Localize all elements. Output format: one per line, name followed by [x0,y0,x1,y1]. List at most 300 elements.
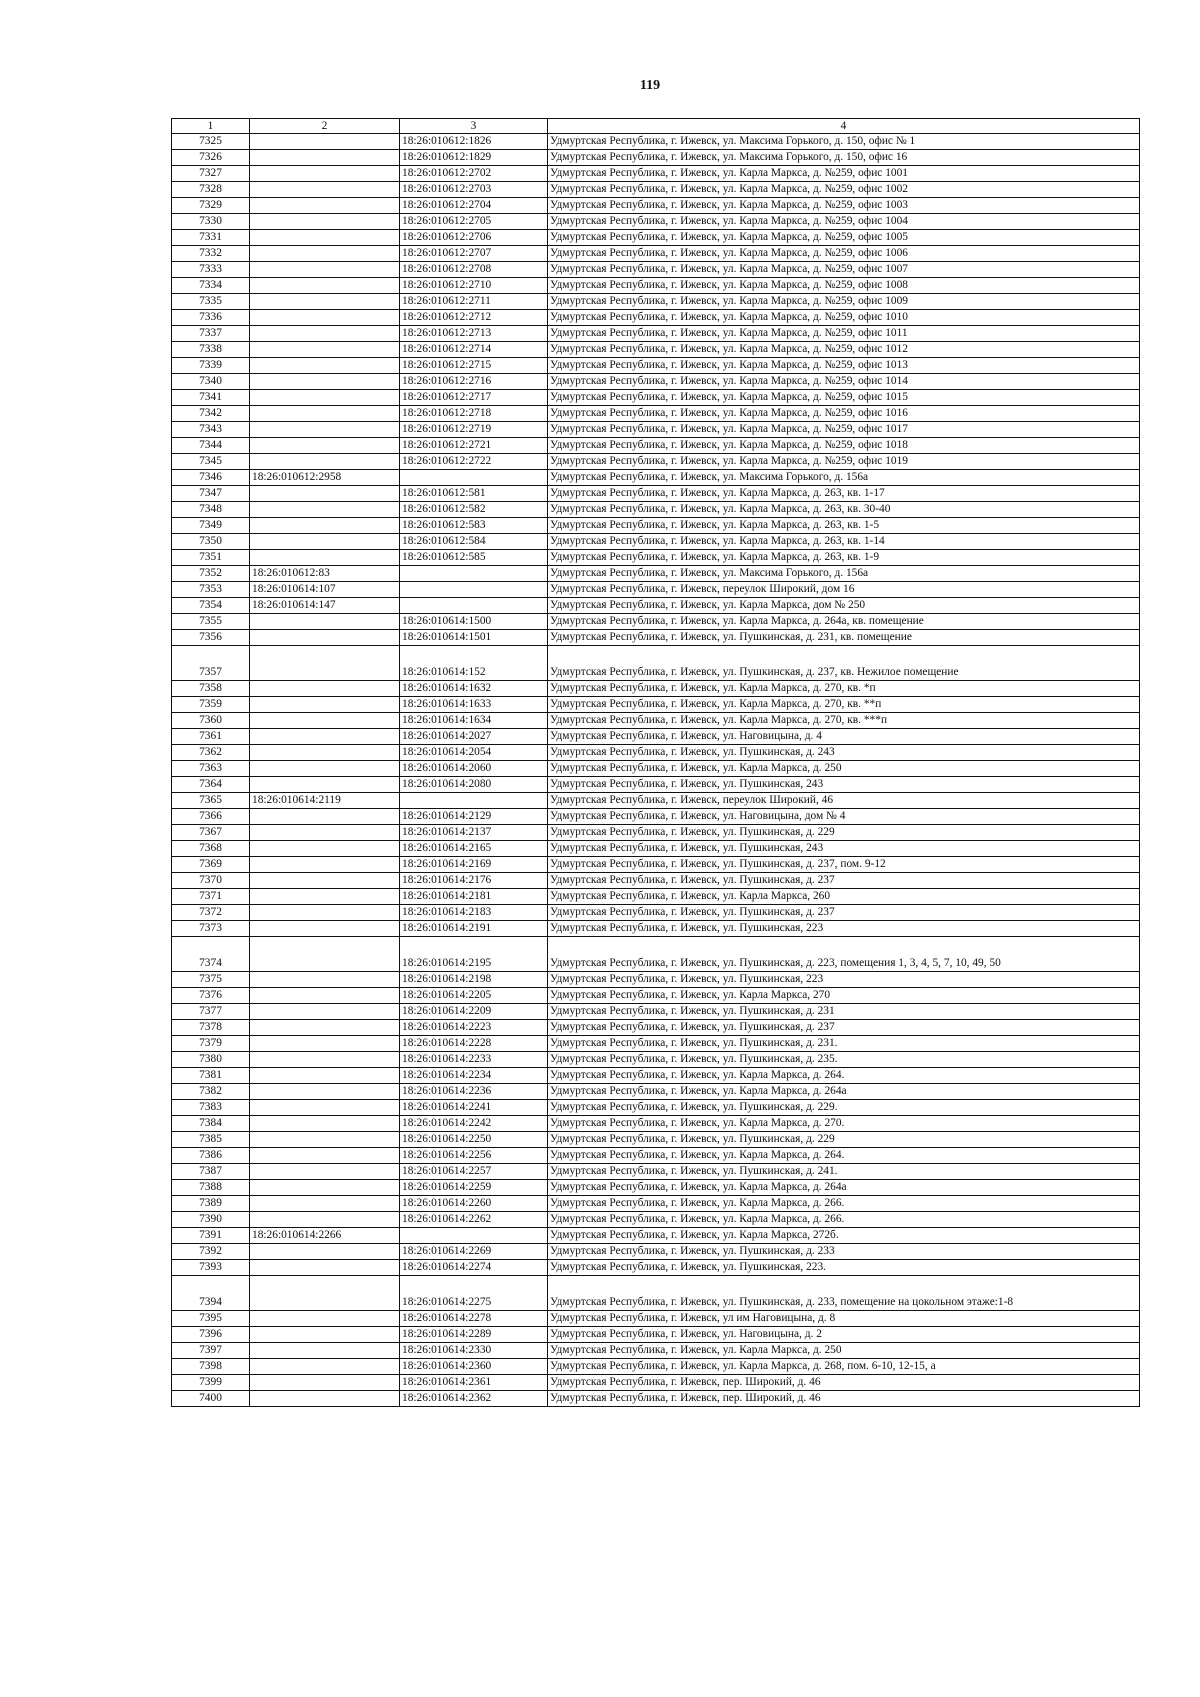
table-row [172,310,1140,326]
address-cell: Удмуртская Республика, г. Ижевск, ул. Максима Горького, д. 156а [548,470,1140,486]
parcel-number-cell [250,1343,400,1359]
address-cell: Удмуртская Республика, г. Ижевск, ул. Карла Маркса, д. №259, офис 1002 [548,182,1140,198]
row-number-cell: 7344 [172,438,250,454]
row-number-cell: 7376 [172,988,250,1004]
address-cell: Удмуртская Республика, г. Ижевск, ул. Пушкинская, 223. [548,1260,1140,1276]
cadastral-number-cell: 18:26:010614:2361 [400,1375,548,1391]
row-number-cell: 7382 [172,1084,250,1100]
table-row [172,1212,1140,1228]
cadastral-number-cell: 18:26:010614:2289 [400,1327,548,1343]
address-cell: Удмуртская Республика, г. Ижевск, ул. Пушкинская, д. 237 [548,905,1140,921]
parcel-number-cell [250,1391,400,1407]
table-row [172,761,1140,777]
parcel-number-cell [250,905,400,921]
cadastral-number-cell: 18:26:010612:2712 [400,310,548,326]
address-cell: Удмуртская Республика, г. Ижевск, ул. Пушкинская, д. 233, помещение на цокольном этаже:1-8 [548,1276,1140,1311]
parcel-number-cell [250,630,400,646]
cadastral-number-cell: 18:26:010612:583 [400,518,548,534]
table-row [172,294,1140,310]
parcel-number-cell [250,713,400,729]
address-cell: Удмуртская Республика, г. Ижевск, ул. Карла Маркса, д. 250 [548,1343,1140,1359]
row-number-cell: 7359 [172,697,250,713]
address-cell: Удмуртская Республика, г. Ижевск, ул. Карла Маркса, д. №259, офис 1001 [548,166,1140,182]
table-row [172,262,1140,278]
parcel-number-cell [250,438,400,454]
row-number-cell: 7368 [172,841,250,857]
table-row [172,1164,1140,1180]
address-cell: Удмуртская Республика, г. Ижевск, ул. Карла Маркса, д. №259, офис 1010 [548,310,1140,326]
parcel-number-cell [250,1359,400,1375]
address-cell: Удмуртская Республика, г. Ижевск, ул. Пушкинская, д. 231, кв. помещение [548,630,1140,646]
table-row [172,1196,1140,1212]
parcel-number-cell [250,294,400,310]
parcel-number-cell [250,1164,400,1180]
parcel-number-cell [250,166,400,182]
row-number-cell: 7331 [172,230,250,246]
address-cell: Удмуртская Республика, г. Ижевск, ул. Карла Маркса, д. №259, офис 1005 [548,230,1140,246]
cadastral-number-cell: 18:26:010614:2165 [400,841,548,857]
address-cell: Удмуртская Республика, г. Ижевск, ул. Пушкинская, д. 229 [548,1132,1140,1148]
address-cell: Удмуртская Республика, г. Ижевск, ул. Пушкинская, д. 229 [548,825,1140,841]
address-cell: Удмуртская Республика, г. Ижевск, ул. Пушкинская, д. 229. [548,1100,1140,1116]
cadastral-number-cell: 18:26:010614:2262 [400,1212,548,1228]
row-number-cell: 7387 [172,1164,250,1180]
table-row [172,278,1140,294]
cadastral-number-cell: 18:26:010614:2181 [400,889,548,905]
cadastral-number-cell: 18:26:010612:584 [400,534,548,550]
table-row [172,1132,1140,1148]
parcel-number-cell [250,614,400,630]
row-number-cell: 7360 [172,713,250,729]
parcel-number-cell [250,1260,400,1276]
row-number-cell: 7390 [172,1212,250,1228]
address-cell: Удмуртская Республика, г. Ижевск, ул. Карла Маркса, 272б. [548,1228,1140,1244]
table-row [172,729,1140,745]
row-number-cell: 7388 [172,1180,250,1196]
row-number-cell: 7337 [172,326,250,342]
cadastral-number-cell: 18:26:010614:2054 [400,745,548,761]
table-row [172,825,1140,841]
registry-table [171,118,1140,1407]
row-number-cell: 7357 [172,646,250,681]
parcel-number-cell [250,454,400,470]
table-row [172,246,1140,262]
parcel-number-cell [250,550,400,566]
table-row [172,342,1140,358]
table-row [172,1180,1140,1196]
cadastral-number-cell: 18:26:010614:2129 [400,809,548,825]
address-cell: Удмуртская Республика, г. Ижевск, ул. Карла Маркса, д. №259, офис 1004 [548,214,1140,230]
row-number-cell: 7392 [172,1244,250,1260]
cadastral-number-cell: 18:26:010614:2233 [400,1052,548,1068]
parcel-number-cell [250,873,400,889]
table-row [172,1084,1140,1100]
address-cell: Удмуртская Республика, г. Ижевск, ул. Карла Маркса, д. №259, офис 1018 [548,438,1140,454]
row-number-cell: 7386 [172,1148,250,1164]
cadastral-number-cell: 18:26:010612:1829 [400,150,548,166]
row-number-cell: 7365 [172,793,250,809]
parcel-number-cell [250,1327,400,1343]
parcel-number-cell [250,230,400,246]
cadastral-number-cell: 18:26:010612:1826 [400,134,548,150]
cadastral-number-cell [400,793,548,809]
cadastral-number-cell [400,470,548,486]
cadastral-number-cell [400,1228,548,1244]
parcel-number-cell: 18:26:010614:107 [250,582,400,598]
table-row [172,1052,1140,1068]
address-cell: Удмуртская Республика, г. Ижевск, ул. Карла Маркса, д. 270, кв. *п [548,681,1140,697]
address-cell: Удмуртская Республика, г. Ижевск, ул. Карла Маркса, д. №259, офис 1012 [548,342,1140,358]
row-number-cell: 7389 [172,1196,250,1212]
address-cell: Удмуртская Республика, г. Ижевск, ул. Максима Горького, д. 156а [548,566,1140,582]
parcel-number-cell [250,1244,400,1260]
cadastral-number-cell [400,598,548,614]
address-cell: Удмуртская Республика, г. Ижевск, ул. Карла Маркса, д. 270, кв. **п [548,697,1140,713]
address-cell: Удмуртская Республика, г. Ижевск, ул. Карла Маркса, д. №259, офис 1006 [548,246,1140,262]
cadastral-number-cell: 18:26:010612:2722 [400,454,548,470]
row-number-cell: 7349 [172,518,250,534]
cadastral-number-cell: 18:26:010612:2721 [400,438,548,454]
parcel-number-cell [250,374,400,390]
cadastral-number-cell: 18:26:010612:2708 [400,262,548,278]
address-cell: Удмуртская Республика, г. Ижевск, ул. Максима Горького, д. 150, офис 16 [548,150,1140,166]
parcel-number-cell [250,1100,400,1116]
cadastral-number-cell: 18:26:010614:2242 [400,1116,548,1132]
column-header: 2 [250,119,400,134]
address-cell: Удмуртская Республика, г. Ижевск, ул. Карла Маркса, д. №259, офис 1019 [548,454,1140,470]
row-number-cell: 7384 [172,1116,250,1132]
address-cell: Удмуртская Республика, г. Ижевск, переулок Широкий, дом 16 [548,582,1140,598]
row-number-cell: 7352 [172,566,250,582]
address-cell: Удмуртская Республика, г. Ижевск, ул. Карла Маркса, д. №259, офис 1007 [548,262,1140,278]
cadastral-number-cell: 18:26:010614:2195 [400,937,548,972]
address-cell: Удмуртская Республика, г. Ижевск, ул. Пушкинская, д. 241. [548,1164,1140,1180]
table-row [172,1004,1140,1020]
row-number-cell: 7396 [172,1327,250,1343]
parcel-number-cell: 18:26:010614:2266 [250,1228,400,1244]
cadastral-number-cell: 18:26:010614:2169 [400,857,548,873]
cadastral-number-cell: 18:26:010612:2704 [400,198,548,214]
row-number-cell: 7329 [172,198,250,214]
cadastral-number-cell: 18:26:010614:2275 [400,1276,548,1311]
row-number-cell: 7379 [172,1036,250,1052]
cadastral-number-cell: 18:26:010614:1500 [400,614,548,630]
table-row [172,214,1140,230]
table-row [172,1260,1140,1276]
table-row [172,1343,1140,1359]
parcel-number-cell [250,745,400,761]
parcel-number-cell [250,809,400,825]
parcel-number-cell [250,1052,400,1068]
address-cell: Удмуртская Республика, г. Ижевск, ул. Карла Маркса, д. 264а [548,1084,1140,1100]
parcel-number-cell: 18:26:010612:2958 [250,470,400,486]
cadastral-number-cell: 18:26:010614:2191 [400,921,548,937]
column-header: 1 [172,119,250,134]
row-number-cell: 7354 [172,598,250,614]
table-row [172,1359,1140,1375]
row-number-cell: 7394 [172,1276,250,1311]
table-row [172,646,1140,681]
parcel-number-cell [250,1004,400,1020]
address-cell: Удмуртская Республика, г. Ижевск, ул. Карла Маркса, д. 268, пом. 6-10, 12-15, а [548,1359,1140,1375]
parcel-number-cell: 18:26:010614:2119 [250,793,400,809]
table-row [172,873,1140,889]
table-row [172,1100,1140,1116]
row-number-cell: 7355 [172,614,250,630]
cadastral-number-cell: 18:26:010614:2223 [400,1020,548,1036]
address-cell: Удмуртская Республика, г. Ижевск, ул. Карла Маркса, д. 263, кв. 30-40 [548,502,1140,518]
table-row [172,921,1140,937]
table-row [172,534,1140,550]
row-number-cell: 7348 [172,502,250,518]
row-number-cell: 7397 [172,1343,250,1359]
cadastral-number-cell: 18:26:010614:2260 [400,1196,548,1212]
parcel-number-cell [250,972,400,988]
table-row [172,390,1140,406]
row-number-cell: 7325 [172,134,250,150]
cadastral-number-cell: 18:26:010612:2710 [400,278,548,294]
table-row [172,713,1140,729]
cadastral-number-cell: 18:26:010614:2259 [400,1180,548,1196]
table-row [172,150,1140,166]
table-row [172,438,1140,454]
parcel-number-cell [250,342,400,358]
address-cell: Удмуртская Республика, г. Ижевск, ул. Карла Маркса, д. №259, офис 1008 [548,278,1140,294]
parcel-number-cell [250,214,400,230]
address-cell: Удмуртская Республика, г. Ижевск, ул. Пушкинская, д. 237, пом. 9-12 [548,857,1140,873]
row-number-cell: 7361 [172,729,250,745]
cadastral-number-cell: 18:26:010612:2714 [400,342,548,358]
table-row [172,630,1140,646]
parcel-number-cell [250,390,400,406]
cadastral-number-cell: 18:26:010612:2718 [400,406,548,422]
table-row [172,745,1140,761]
row-number-cell: 7330 [172,214,250,230]
parcel-number-cell [250,246,400,262]
table-row [172,1228,1140,1244]
address-cell: Удмуртская Республика, г. Ижевск, ул. Карла Маркса, д. 263, кв. 1-17 [548,486,1140,502]
table-row [172,1327,1140,1343]
row-number-cell: 7333 [172,262,250,278]
parcel-number-cell [250,921,400,937]
row-number-cell: 7378 [172,1020,250,1036]
parcel-number-cell [250,1180,400,1196]
table-row [172,905,1140,921]
table-row [172,1391,1140,1407]
cadastral-number-cell: 18:26:010612:582 [400,502,548,518]
table-row [172,857,1140,873]
table-row [172,502,1140,518]
parcel-number-cell: 18:26:010612:83 [250,566,400,582]
table-row [172,1375,1140,1391]
address-cell: Удмуртская Республика, г. Ижевск, ул. Максима Горького, д. 150, офис № 1 [548,134,1140,150]
parcel-number-cell [250,1276,400,1311]
parcel-number-cell [250,502,400,518]
table-row [172,793,1140,809]
parcel-number-cell [250,761,400,777]
column-header: 3 [400,119,548,134]
row-number-cell: 7366 [172,809,250,825]
parcel-number-cell [250,1196,400,1212]
parcel-number-cell [250,406,400,422]
parcel-number-cell [250,1375,400,1391]
table-row [172,486,1140,502]
row-number-cell: 7364 [172,777,250,793]
address-cell: Удмуртская Республика, г. Ижевск, ул. Карла Маркса, д. 264а [548,1180,1140,1196]
parcel-number-cell [250,889,400,905]
table-row [172,470,1140,486]
address-cell: Удмуртская Республика, г. Ижевск, ул. Карла Маркса, д. №259, офис 1015 [548,390,1140,406]
address-cell: Удмуртская Республика, г. Ижевск, ул. Карла Маркса, д. 263, кв. 1-5 [548,518,1140,534]
table-row [172,358,1140,374]
table-row [172,988,1140,1004]
address-cell: Удмуртская Республика, г. Ижевск, ул. Пушкинская, 243 [548,841,1140,857]
address-cell: Удмуртская Республика, г. Ижевск, ул. Карла Маркса, д. 266. [548,1196,1140,1212]
table-row [172,566,1140,582]
parcel-number-cell [250,534,400,550]
row-number-cell: 7332 [172,246,250,262]
table-row [172,582,1140,598]
cadastral-number-cell: 18:26:010612:2706 [400,230,548,246]
table-row [172,326,1140,342]
row-number-cell: 7370 [172,873,250,889]
row-number-cell: 7326 [172,150,250,166]
cadastral-number-cell: 18:26:010614:1632 [400,681,548,697]
row-number-cell: 7399 [172,1375,250,1391]
row-number-cell: 7356 [172,630,250,646]
parcel-number-cell [250,422,400,438]
address-cell: Удмуртская Республика, г. Ижевск, ул. Карла Маркса, 260 [548,889,1140,905]
parcel-number-cell: 18:26:010614:147 [250,598,400,614]
row-number-cell: 7334 [172,278,250,294]
address-cell: Удмуртская Республика, г. Ижевск, ул. Пушкинская, д. 237 [548,1020,1140,1036]
cadastral-number-cell: 18:26:010614:2137 [400,825,548,841]
address-cell: Удмуртская Республика, г. Ижевск, ул. Пушкинская, д. 235. [548,1052,1140,1068]
parcel-number-cell [250,134,400,150]
row-number-cell: 7328 [172,182,250,198]
parcel-number-cell [250,518,400,534]
row-number-cell: 7385 [172,1132,250,1148]
row-number-cell: 7350 [172,534,250,550]
address-cell: Удмуртская Республика, г. Ижевск, ул. Пушкинская, 223 [548,972,1140,988]
cadastral-number-cell: 18:26:010614:2256 [400,1148,548,1164]
row-number-cell: 7327 [172,166,250,182]
cadastral-number-cell: 18:26:010614:2269 [400,1244,548,1260]
cadastral-number-cell: 18:26:010614:2250 [400,1132,548,1148]
table-row [172,182,1140,198]
parcel-number-cell [250,326,400,342]
address-cell: Удмуртская Республика, г. Ижевск, ул. Карла Маркса, д. №259, офис 1014 [548,374,1140,390]
table-row [172,1116,1140,1132]
cadastral-number-cell: 18:26:010614:2236 [400,1084,548,1100]
address-cell: Удмуртская Республика, г. Ижевск, ул. Пушкинская, д. 237 [548,873,1140,889]
parcel-number-cell [250,646,400,681]
address-cell: Удмуртская Республика, г. Ижевск, ул. Пушкинская, 243 [548,777,1140,793]
column-header: 4 [548,119,1140,134]
parcel-number-cell [250,1068,400,1084]
address-cell: Удмуртская Республика, г. Ижевск, ул. Карла Маркса, д. 250 [548,761,1140,777]
row-number-cell: 7371 [172,889,250,905]
address-cell: Удмуртская Республика, г. Ижевск, ул. Карла Маркса, д. 270. [548,1116,1140,1132]
address-cell: Удмуртская Республика, г. Ижевск, ул. Карла Маркса, д. 266. [548,1212,1140,1228]
parcel-number-cell [250,825,400,841]
page-number: 119 [639,78,661,93]
parcel-number-cell [250,1036,400,1052]
row-number-cell: 7345 [172,454,250,470]
address-cell: Удмуртская Республика, г. Ижевск, ул. Пушкинская, д. 231. [548,1036,1140,1052]
parcel-number-cell [250,841,400,857]
cadastral-number-cell: 18:26:010612:2711 [400,294,548,310]
parcel-number-cell [250,1148,400,1164]
cadastral-number-cell: 18:26:010614:2080 [400,777,548,793]
address-cell: Удмуртская Республика, г. Ижевск, ул им Наговицына, д. 8 [548,1311,1140,1327]
parcel-number-cell [250,1212,400,1228]
parcel-number-cell [250,1132,400,1148]
parcel-number-cell [250,937,400,972]
row-number-cell: 7369 [172,857,250,873]
address-cell: Удмуртская Республика, г. Ижевск, ул. Карла Маркса, д. №259, офис 1017 [548,422,1140,438]
row-number-cell: 7374 [172,937,250,972]
cadastral-number-cell: 18:26:010614:2228 [400,1036,548,1052]
table-row [172,1276,1140,1311]
address-cell: Удмуртская Республика, г. Ижевск, ул. Наговицына, д. 2 [548,1327,1140,1343]
cadastral-number-cell: 18:26:010614:2362 [400,1391,548,1407]
parcel-number-cell [250,857,400,873]
row-number-cell: 7338 [172,342,250,358]
cadastral-number-cell: 18:26:010612:2717 [400,390,548,406]
table-row [172,937,1140,972]
row-number-cell: 7383 [172,1100,250,1116]
parcel-number-cell [250,198,400,214]
parcel-number-cell [250,1020,400,1036]
row-number-cell: 7335 [172,294,250,310]
address-cell: Удмуртская Республика, г. Ижевск, ул. Карла Маркса, дом № 250 [548,598,1140,614]
table-row [172,1068,1140,1084]
table-row [172,454,1140,470]
cadastral-number-cell: 18:26:010614:2027 [400,729,548,745]
parcel-number-cell [250,1311,400,1327]
address-cell: Удмуртская Республика, г. Ижевск, ул. Карла Маркса, д. №259, офис 1003 [548,198,1140,214]
row-number-cell: 7336 [172,310,250,326]
cadastral-number-cell: 18:26:010614:2176 [400,873,548,889]
address-cell: Удмуртская Республика, г. Ижевск, ул. Наговицына, д. 4 [548,729,1140,745]
cadastral-number-cell: 18:26:010614:2183 [400,905,548,921]
cadastral-number-cell: 18:26:010614:2234 [400,1068,548,1084]
cadastral-number-cell: 18:26:010612:2716 [400,374,548,390]
address-cell: Удмуртская Республика, г. Ижевск, ул. Карла Маркса, д. 264а, кв. помещение [548,614,1140,630]
cadastral-number-cell: 18:26:010612:2713 [400,326,548,342]
table-row [172,598,1140,614]
parcel-number-cell [250,358,400,374]
parcel-number-cell [250,278,400,294]
cadastral-number-cell: 18:26:010612:2719 [400,422,548,438]
address-cell: Удмуртская Республика, г. Ижевск, ул. Карла Маркса, д. №259, офис 1016 [548,406,1140,422]
table-row [172,550,1140,566]
table-row [172,1311,1140,1327]
table-row [172,422,1140,438]
cadastral-number-cell: 18:26:010614:2241 [400,1100,548,1116]
row-number-cell: 7377 [172,1004,250,1020]
table-row [172,777,1140,793]
table-row [172,697,1140,713]
address-cell: Удмуртская Республика, г. Ижевск, ул. Пушкинская, д. 243 [548,745,1140,761]
table-row [172,518,1140,534]
cadastral-number-cell: 18:26:010614:2278 [400,1311,548,1327]
cadastral-number-cell: 18:26:010612:2715 [400,358,548,374]
row-number-cell: 7372 [172,905,250,921]
row-number-cell: 7400 [172,1391,250,1407]
cadastral-number-cell: 18:26:010614:152 [400,646,548,681]
